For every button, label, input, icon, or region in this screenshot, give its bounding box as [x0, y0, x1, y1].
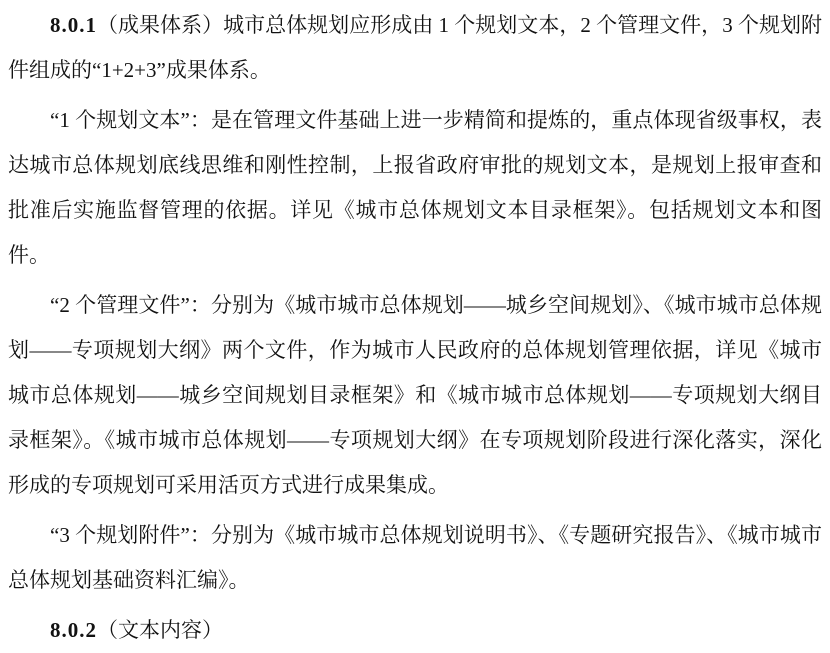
clause-number: 8.0.2 — [50, 618, 97, 642]
clause-body-text: （成果体系）城市总体规划应形成由 1 个规划文本，2 个管理文件，3 个规划附件组成的“1+2+3”成果体系。 — [8, 13, 822, 82]
paragraph-plan-text: “1 个规划文本”：是在管理文件基础上进一步精简和提炼的，重点体现省级事权，表达城市总体规划底线思维和刚性控制，上报省政府审批的规划文本，是规划上报审查和批准后实施监督管理的依据。详见《城市总体规划文本目录框架》。包括规划文本和图件。 — [8, 108, 822, 267]
paragraph-plan-annexes: “3 个规划附件”：分别为《城市城市总体规划说明书》、《专题研究报告》、《城市城市总体规划基础资料汇编》。 — [8, 523, 822, 592]
clause-body-text: （文本内容） — [97, 618, 223, 642]
paragraph-management-documents: “2 个管理文件”：分别为《城市城市总体规划——城乡空间规划》、《城市城市总体规划——专项规划大纲》两个文件，作为城市人民政府的总体规划管理依据，详见《城市城市总体规划——城乡空间规划目录框架》和《城市城市总体规划——专项规划大纲目录框架》。《城市城市总体规划——专项规划大纲》在专项规划阶段进行深化落实，深化形成的专项规划可采用活页方式进行成果集成。 — [8, 293, 822, 497]
clause-8-0-2 — [8, 608, 822, 653]
clause-number: 8.0.1 — [50, 13, 97, 37]
clause-8-0-1 — [8, 3, 822, 93]
